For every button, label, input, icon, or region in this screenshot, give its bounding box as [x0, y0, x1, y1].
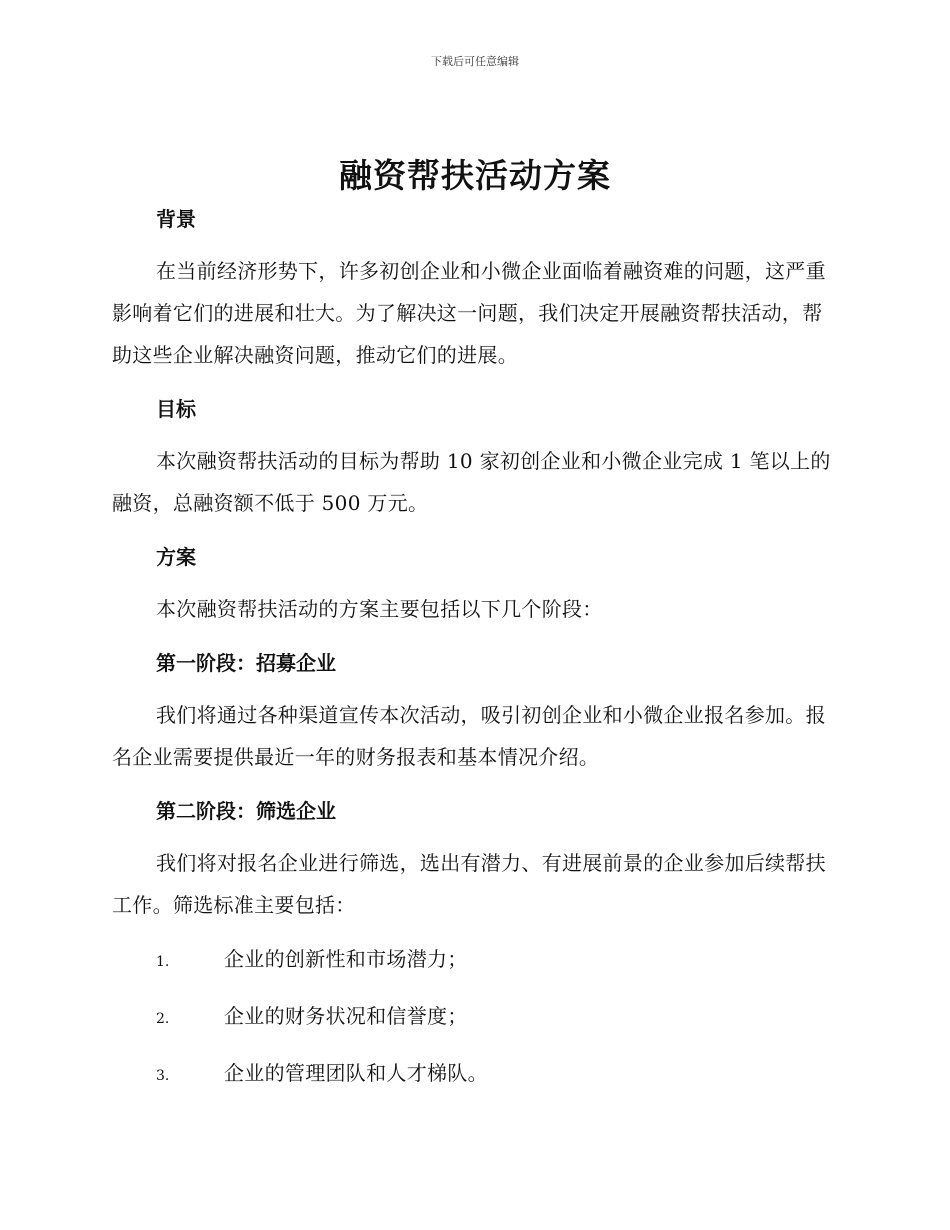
header-note: 下载后可任意编辑: [431, 55, 519, 68]
list-item-text: 企业的创新性和市场潜力；: [224, 947, 468, 971]
paragraph-stage1: 我们将通过各种渠道宣传本次活动，吸引初创企业和小微企业报名参加。报名企业需要提供最近一年的财务报表和基本情况介绍。: [112, 703, 826, 769]
list-item-text: 企业的财务状况和信誉度；: [224, 1004, 468, 1028]
paragraph-goal: 本次融资帮扶活动的目标为帮助 10 家初创企业和小微企业完成 1 笔以上的融资，总融资额不低于 500 万元。: [112, 449, 831, 515]
criteria-list: [112, 938, 838, 1097]
paragraph-plan: 本次融资帮扶活动的方案主要包括以下几个阶段：: [156, 597, 603, 621]
section-heading-plan: 方案: [156, 545, 196, 569]
section-heading-stage2: 第二阶段：筛选企业: [156, 799, 336, 823]
document-title: 融资帮扶活动方案: [339, 156, 611, 195]
list-item-text: 企业的管理团队和人才梯队。: [224, 1061, 488, 1085]
section-heading-stage1: 第一阶段：招募企业: [156, 651, 336, 675]
list-item-number: 2.: [156, 1011, 170, 1027]
paragraph-background: 在当前经济形势下，许多初创企业和小微企业面临着融资难的问题，这严重影响着它们的进展和壮大。为了解决这一问题，我们决定开展融资帮扶活动，帮助这些企业解决融资问题，推动它们的进展。: [112, 259, 826, 367]
list-item-number: 3.: [156, 1068, 170, 1084]
list-item: [112, 1052, 838, 1097]
section-heading-goal: 目标: [156, 397, 196, 421]
document-body: [112, 198, 838, 1097]
list-item: [112, 938, 838, 983]
section-heading-background: 背景: [156, 207, 196, 231]
list-item-number: 1.: [156, 954, 170, 970]
paragraph-stage2: 我们将对报名企业进行筛选，选出有潜力、有进展前景的企业参加后续帮扶工作。筛选标准主要包括：: [112, 851, 826, 917]
list-item: [112, 995, 838, 1040]
